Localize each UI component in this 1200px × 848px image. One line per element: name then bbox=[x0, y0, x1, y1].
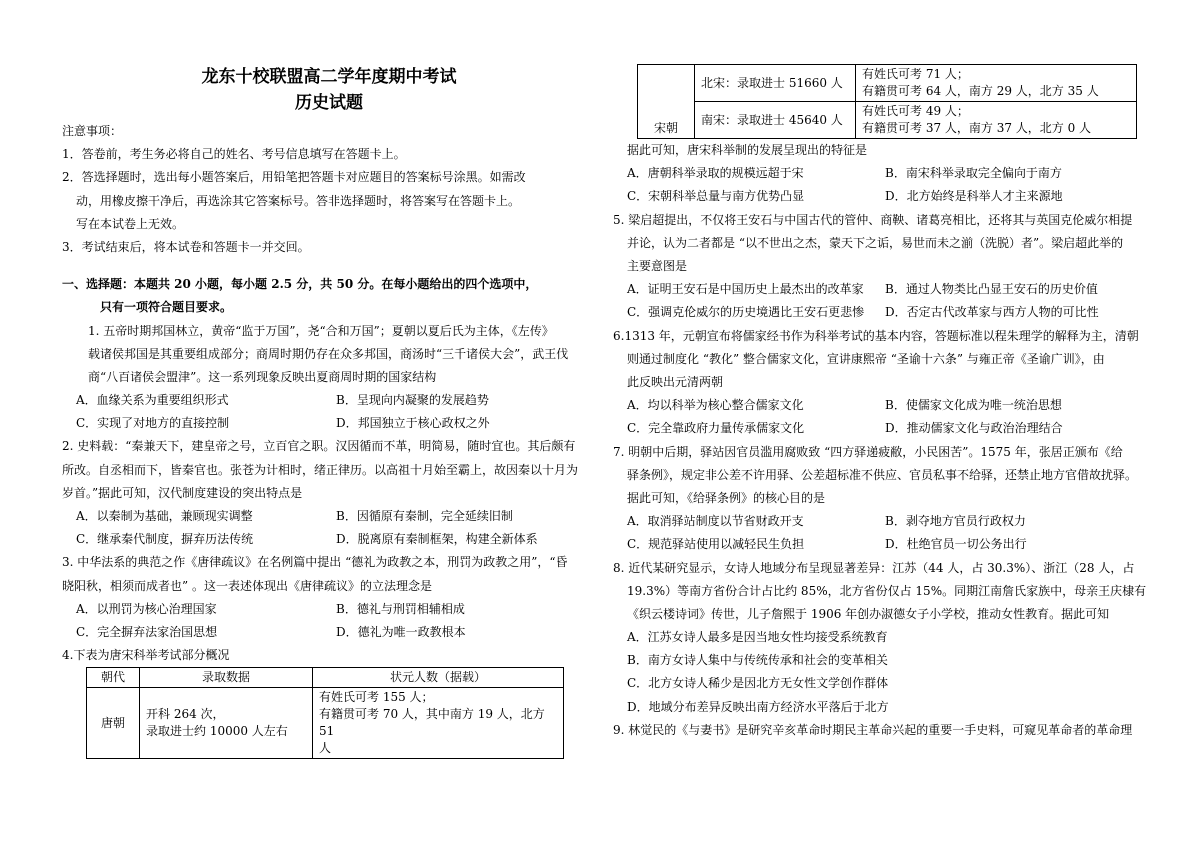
question-text: 载诸侯邦国是其重要组成部分；商周时期仍存在众多邦国，商汤时“三千诸侯大会”，武王伐 bbox=[88, 346, 569, 361]
question-text: 6.1313 年，元朝宣布将儒家经书作为科举考试的基本内容，答题标准以程朱理学的解释为主，清朝 bbox=[613, 328, 1139, 343]
options bbox=[62, 389, 596, 435]
question-text: 19.3%）等南方省份合计占比约 85%，北方省份仅占 15%。同期江南詹氏家族中，母亲王庆棣有 bbox=[627, 583, 1147, 598]
table-cell-data: 南宋：录取进士 45640 人 bbox=[695, 102, 856, 139]
option-d: D．北方始终是科举人才主来源地 bbox=[885, 189, 1063, 204]
notes-heading: 注意事项： bbox=[62, 124, 123, 138]
question-1 bbox=[62, 320, 596, 436]
option-b: B．南方女诗人集中与传统传承和社会的变革相关 bbox=[627, 653, 888, 668]
table-header: 录取数据 bbox=[140, 668, 313, 688]
question-text: 1. 五帝时期邦国林立，黄帝“监于万国”，尧“合和万国”；夏朝以夏后氏为主体，《左传》 bbox=[88, 323, 554, 338]
cell-line: 人 bbox=[319, 741, 332, 756]
option-b: B．剥夺地方官员行政权力 bbox=[885, 514, 1026, 529]
section-heading: 一、选择题：本题共 20 小题，每小题 2.5 分，共 50 分。在每小题给出的四个选项中， bbox=[62, 277, 538, 292]
option-b: B．呈现向内凝聚的发展趋势 bbox=[336, 393, 489, 408]
question-6 bbox=[613, 325, 1143, 441]
question-text: 8. 近代某研究显示，女诗人地域分布呈现显著差异：江苏（44 人，占 30.3%）、浙江（28 人，占 bbox=[613, 560, 1135, 575]
option-b: B．德礼与刑罚相辅相成 bbox=[336, 601, 465, 616]
option-c: C．宋朝科举总量与南方优势凸显 bbox=[627, 189, 805, 204]
question-text: 所改。自丞相而下，皆秦官也。张苍为计相时，绪正律历。以高祖十月始至霸上，故因秦以十月为 bbox=[62, 462, 579, 477]
table-cell-zhuangyuan bbox=[313, 688, 564, 759]
cell-line: 有姓氏可考 155 人； bbox=[319, 690, 434, 705]
question-text: 据此可知，唐宋科举制的发展呈现出的特征是 bbox=[627, 143, 868, 157]
table-row bbox=[638, 65, 1137, 102]
cell-line: 有姓氏可考 49 人； bbox=[862, 104, 969, 118]
options bbox=[613, 394, 1143, 440]
question-text: 7. 明朝中后期，驿站因官员滥用腐败致 “四方驿递疲敝，小民困苦”。1575 年，张居正颁布《给 bbox=[613, 444, 1123, 459]
tang-song-table-part1 bbox=[86, 667, 564, 759]
option-b: B．使儒家文化成为唯一统治思想 bbox=[885, 398, 1062, 413]
question-text: 并论，认为二者都是 “以不世出之杰，蒙天下之诟，易世而未之湔（洗脱）者”。梁启超此举的 bbox=[627, 235, 1124, 250]
question-text: 则通过制度化 “教化” 整合儒家文化，宣讲康熙帝 “圣谕十六条” 与雍正帝《圣谕广训》，由 bbox=[627, 351, 1105, 366]
tang-song-table-part2 bbox=[637, 64, 1137, 139]
option-d: D．德礼为唯一政教根本 bbox=[336, 625, 466, 640]
cell-line: 有籍贯可考 37 人，南方 37 人，北方 0 人 bbox=[862, 121, 1092, 135]
option-b: B．通过人物类比凸显王安石的历史价值 bbox=[885, 282, 1098, 297]
table-header-row bbox=[87, 668, 564, 688]
option-a: A．血缘关系为重要组织形式 bbox=[76, 393, 229, 408]
option-a: A．取消驿站制度以节省财政开支 bbox=[627, 514, 804, 529]
options bbox=[613, 278, 1143, 324]
question-7 bbox=[613, 441, 1143, 557]
cell-line: 有姓氏可考 71 人； bbox=[862, 67, 969, 81]
option-a: A．以秦制为基础，兼顾现实调整 bbox=[76, 509, 253, 524]
question-text: 商“八百诸侯会盟津”。这一系列现象反映出夏商周时期的国家结构 bbox=[88, 369, 437, 384]
cell-line: 有籍贯可考 70 人，其中南方 19 人，北方 51 bbox=[319, 707, 545, 739]
note-item: 写在本试卷上无效。 bbox=[76, 216, 185, 231]
table-cell-data: 北宋：录取进士 51660 人 bbox=[695, 65, 856, 102]
table-header: 状元人数（据载） bbox=[313, 668, 564, 688]
question-4 bbox=[613, 139, 1143, 209]
option-a: A．以刑罚为核心治理国家 bbox=[76, 601, 217, 616]
options bbox=[613, 510, 1143, 556]
section-heading: 只有一项符合题目要求。 bbox=[100, 300, 233, 315]
exam-subtitle: 历史试题 bbox=[295, 93, 363, 113]
question-8 bbox=[613, 557, 1147, 719]
question-text: 2. 史料载：“秦兼天下，建皇帝之号，立百官之职。汉因循而不革，明简易，随时宜也。其后颇有 bbox=[62, 439, 576, 454]
table-cell-zhuangyuan bbox=[856, 65, 1137, 102]
left-column bbox=[62, 0, 596, 759]
question-text: 据此可知，《给驿条例》的核心目的是 bbox=[627, 490, 826, 505]
question-text: 《织云楼诗词》传世，儿子詹熙于 1906 年创办淑德女子小学校，推动女性教育。据此可知 bbox=[627, 606, 1110, 621]
option-d: D．地域分布差异反映出南方经济水平落后于北方 bbox=[627, 699, 889, 714]
option-d: D．杜绝官员一切公务出行 bbox=[885, 537, 1027, 552]
option-a: A．证明王安石是中国历史上最杰出的改革家 bbox=[627, 282, 864, 297]
table-row bbox=[87, 688, 564, 759]
table-cell-dynasty: 宋朝 bbox=[638, 65, 695, 139]
question-text: 此反映出元清两朝 bbox=[627, 374, 724, 389]
right-column bbox=[613, 0, 1147, 742]
question-5 bbox=[613, 209, 1143, 325]
question-text: 岁首。”据此可知，汉代制度建设的突出特点是 bbox=[62, 485, 303, 500]
note-item: 动，用橡皮擦干净后，再选涂其它答案标号。答非选择题时，将答案写在答题卡上。 bbox=[76, 193, 521, 208]
question-text: 9. 林觉民的《与妻书》是研究辛亥革命时期民主革命兴起的重要一手史料，可窥见革命者的革命理 bbox=[613, 722, 1133, 737]
table-header: 朝代 bbox=[87, 668, 140, 688]
option-c: C．完全靠政府力量传承儒家文化 bbox=[627, 421, 805, 436]
option-d: D．邦国独立于核心政权之外 bbox=[336, 416, 490, 431]
note-item: 1．答卷前，考生务必将自己的姓名、考号信息填写在答题卡上。 bbox=[62, 147, 406, 162]
option-d: D．脱离原有秦制框架，构建全新体系 bbox=[336, 532, 538, 547]
question-text: 3. 中华法系的典范之作《唐律疏议》在名例篇中提出 “德礼为政教之本，刑罚为政教之用”，“昏 bbox=[62, 555, 568, 570]
options bbox=[613, 162, 1143, 208]
question-2 bbox=[62, 435, 596, 551]
question-9 bbox=[613, 719, 1143, 742]
note-item: 2．答选择题时，选出每小题答案后，用铅笔把答题卡对应题目的答案标号涂黑。如需改 bbox=[62, 170, 526, 185]
question-text: 驿条例》，规定非公差不许用驿、公差超标准不供应、官员私事不给驿，还禁止地方官借故扰驿。 bbox=[627, 467, 1138, 482]
cell-line: 开科 264 次， bbox=[146, 707, 225, 722]
cell-line: 录取进士约 10000 人左右 bbox=[146, 724, 288, 739]
options bbox=[62, 505, 596, 551]
option-a: A．江苏女诗人最多是因当地女性均接受系统教育 bbox=[627, 630, 888, 645]
option-b: B．因循原有秦制，完全延续旧制 bbox=[336, 509, 513, 524]
question-text: 5. 梁启超提出，不仅将王安石与中国古代的管仲、商鞅、诸葛亮相比，还将其与英国克伦威尔相提 bbox=[613, 212, 1133, 227]
option-c: C．实现了对地方的直接控制 bbox=[76, 416, 230, 431]
option-c: C．北方女诗人稀少是因北方无女性文学创作群体 bbox=[627, 676, 889, 691]
option-d: D．否定古代改革家与西方人物的可比性 bbox=[885, 305, 1099, 320]
table-row bbox=[638, 102, 1137, 139]
option-c: C．完全摒弃法家治国思想 bbox=[76, 625, 218, 640]
table-cell-data bbox=[140, 688, 313, 759]
option-a: A．均以科举为核心整合儒家文化 bbox=[627, 398, 804, 413]
question-text: 晓阳秋，相须而成者也” 。这一表述体现出《唐律疏议》的立法理念是 bbox=[62, 578, 432, 593]
question-4-intro: 4.下表为唐宋科举考试部分概况 bbox=[62, 648, 230, 663]
option-a: A．唐朝科举录取的规模远超于宋 bbox=[627, 166, 804, 181]
option-c: C．继承秦代制度，摒弃历法传统 bbox=[76, 532, 254, 547]
table-cell-dynasty: 唐朝 bbox=[87, 688, 140, 759]
option-c: C．强调克伦威尔的历史境遇比王安石更悲惨 bbox=[627, 305, 865, 320]
question-3 bbox=[62, 551, 596, 644]
table-cell-zhuangyuan bbox=[856, 102, 1137, 139]
options bbox=[62, 598, 596, 644]
option-d: D．推动儒家文化与政治治理结合 bbox=[885, 421, 1063, 436]
question-text: 主要意图是 bbox=[627, 258, 688, 273]
option-c: C．规范驿站使用以减轻民生负担 bbox=[627, 537, 805, 552]
exam-title: 龙东十校联盟高二学年度期中考试 bbox=[201, 67, 457, 87]
option-b: B．南宋科举录取完全偏向于南方 bbox=[885, 166, 1062, 181]
note-item: 3．考试结束后，将本试卷和答题卡一并交回。 bbox=[62, 239, 310, 254]
cell-line: 有籍贯可考 64 人，南方 29 人，北方 35 人 bbox=[862, 84, 1099, 98]
